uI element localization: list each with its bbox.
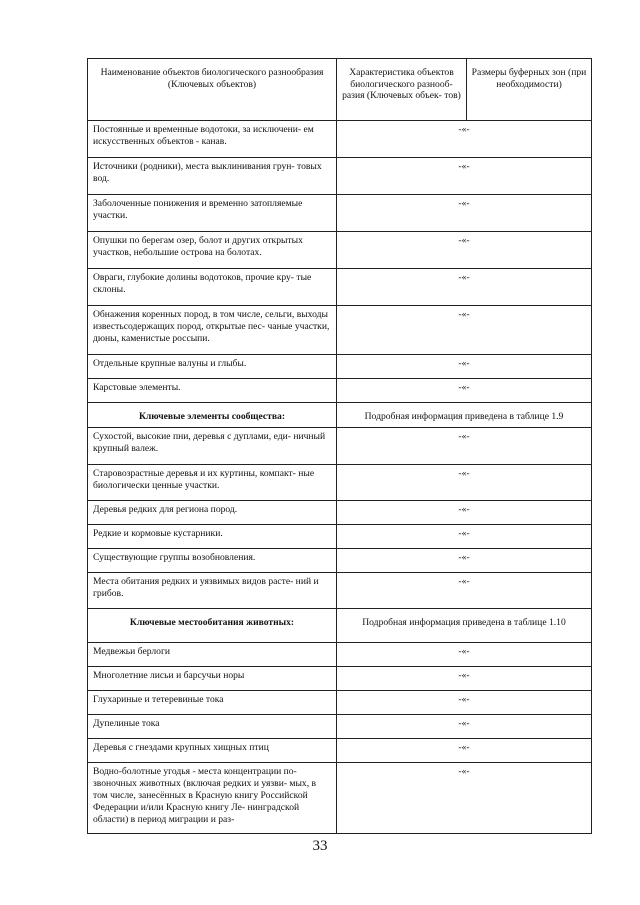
table-row: [87, 549, 592, 573]
row-name: Водно-болотные угодья - места концентрации по- звоночных животных (включая редких и уязви- мых, в том числе, занесённых в Красную книгу Российской Федерации и/или Красную книгу Ле- нинградской области) в период миграции и раз-: [88, 763, 337, 833]
row-name: Места обитания редких и уязвимых видов расте- ний и грибов.: [88, 573, 337, 608]
row-value: -«-: [458, 504, 470, 515]
row-value: -«-: [458, 235, 470, 246]
table-row: [87, 158, 592, 195]
row-name: Заболоченные понижения и временно затопляемые участки.: [88, 195, 337, 231]
table-header-row: [87, 58, 592, 121]
row-name: Глухариные и тетеревиные тока: [88, 691, 337, 714]
row-value: -«-: [458, 766, 470, 777]
table-row: [87, 379, 592, 403]
row-value: -«-: [458, 382, 470, 393]
table-row: [87, 739, 592, 763]
table-row: [87, 465, 592, 501]
row-value: -«-: [458, 670, 470, 681]
section-note: Подробная информация приведена в таблице 1.10: [362, 617, 566, 628]
row-value: -«-: [458, 431, 470, 442]
table-row: [87, 232, 592, 269]
row-name: Редкие и кормовые кустарники.: [88, 525, 337, 548]
row-name: Обнажения коренных пород, в том числе, сельги, выходы известьсодержащих пород, открытые пес- чаные участки, дюны, каменистые россыпи.: [88, 306, 337, 354]
section-note: Подробная информация приведена в таблице 1.9: [364, 411, 564, 422]
table-row: [87, 643, 592, 667]
header-characteristics: Характеристика объектов биологического разнооб- разия (Ключевых объек- тов): [337, 59, 467, 120]
header-buffer-size: Размеры буферных зон (при необходимости): [471, 67, 587, 90]
row-value: -«-: [458, 309, 470, 320]
row-name: Существующие группы возобновления.: [88, 549, 337, 572]
row-name: Постоянные и временные водотоки, за исключени- ем искусственных объектов - канав.: [88, 121, 337, 157]
row-value: -«-: [458, 124, 470, 135]
row-value: -«-: [458, 718, 470, 729]
row-name: Медвежьи берлоги: [88, 643, 337, 666]
table-row: [87, 355, 592, 379]
table-row: [87, 269, 592, 306]
row-value: -«-: [458, 272, 470, 283]
table-row: [87, 121, 592, 158]
table-row: [87, 763, 592, 834]
page-number: 33: [312, 838, 328, 854]
row-value: -«-: [458, 742, 470, 753]
section-row: [87, 609, 592, 643]
row-name: Деревья редких для региона пород.: [88, 501, 337, 524]
row-name: Деревья с гнездами крупных хищных птиц: [88, 739, 337, 762]
table-row: [87, 501, 592, 525]
row-value: -«-: [458, 358, 470, 369]
table-row: [87, 691, 592, 715]
table-row: [87, 306, 592, 355]
row-name: Опушки по берегам озер, болот и других открытых участков, небольшие острова на болотах.: [88, 232, 337, 268]
row-value: -«-: [458, 161, 470, 172]
row-value: -«-: [458, 552, 470, 563]
header-objects: Наименование объектов биологического разнообразия (Ключевых объектов): [88, 59, 337, 120]
table-row: [87, 573, 592, 609]
row-value: -«-: [458, 468, 470, 479]
table-row: [87, 195, 592, 232]
buffer-zones-table: [87, 58, 592, 834]
row-value: -«-: [458, 646, 470, 657]
section-title: Ключевые элементы сообщества:: [88, 403, 337, 427]
row-name: Многолетние лисьи и барсучьи норы: [88, 667, 337, 690]
row-name: Дупелиные тока: [88, 715, 337, 738]
row-name: Старовозрастные деревья и их куртины, компакт- ные биологически ценные участки.: [88, 465, 337, 500]
row-value: -«-: [458, 528, 470, 539]
row-name: Сухостой, высокие пни, деревья с дуплами, еди- ничный крупный валеж.: [88, 428, 337, 464]
row-name: Овраги, глубокие долины водотоков, прочие кру- тые склоны.: [88, 269, 337, 305]
table-row: [87, 525, 592, 549]
row-value: -«-: [458, 576, 470, 587]
section-row: [87, 403, 592, 428]
row-value: -«-: [458, 694, 470, 705]
row-name: Карстовые элементы.: [88, 379, 337, 402]
section-title: Ключевые местообитания животных:: [88, 609, 337, 642]
table-row: [87, 715, 592, 739]
row-name: Источники (родники), места выклинивания грун- товых вод.: [88, 158, 337, 194]
table-row: [87, 428, 592, 465]
row-value: -«-: [458, 198, 470, 209]
row-name: Отдельные крупные валуны и глыбы.: [88, 355, 337, 378]
table-row: [87, 667, 592, 691]
